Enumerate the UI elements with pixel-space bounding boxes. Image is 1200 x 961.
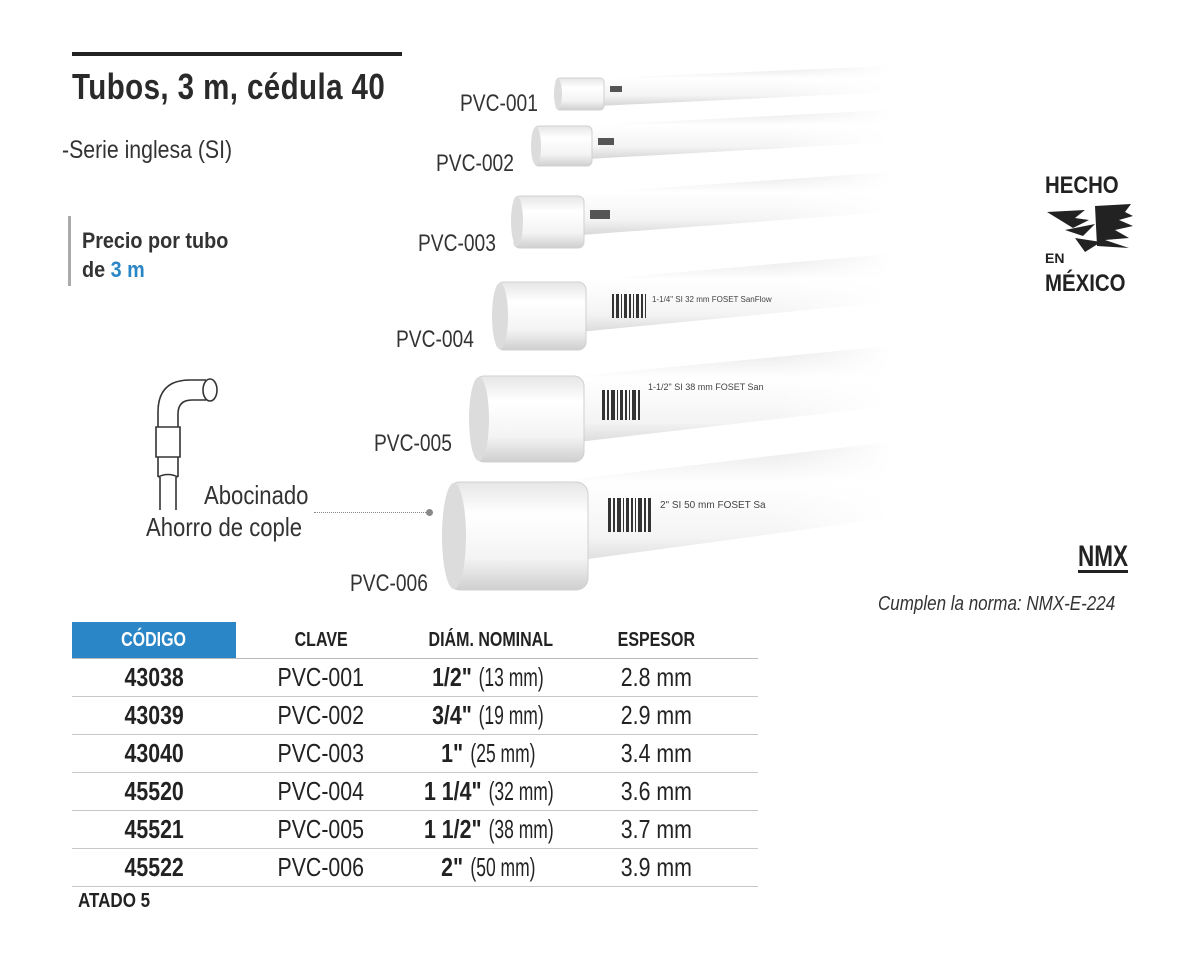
pipe-label-pvc-003: PVC-003 [418,230,496,257]
cell-espesor: 2.9 mm [620,700,692,730]
callout-ahorro: Ahorro de cople [146,512,303,542]
cell-codigo: 43040 [124,738,184,768]
table-header-row [72,622,758,659]
hecho-en-mexico-logo [1045,172,1145,302]
cell-diam: 2"(50 mm) [441,852,536,882]
norma-text: Cumplen la norma: NMX-E-224 [878,593,1116,615]
price-line-2 [82,257,145,283]
table-row [72,849,758,887]
pipe-label-pvc-001: PVC-001 [460,90,538,117]
pipe-label-pvc-004: PVC-004 [396,326,474,353]
header-codigo: CÓDIGO [72,622,236,658]
cell-clave: PVC-001 [277,662,365,692]
mexico-text: MÉXICO [1045,270,1126,297]
table-row [72,773,758,811]
table-row [72,697,758,735]
pipe-label-pvc-005: PVC-005 [374,430,452,457]
table-row [72,659,758,697]
callout-leader-dot [426,509,433,516]
cell-diam: 1"(25 mm) [441,738,536,768]
cell-espesor: 3.4 mm [620,738,692,768]
cell-espesor: 3.7 mm [620,814,692,844]
product-table [72,622,758,887]
cell-codigo: 45520 [124,776,184,806]
hecho-text: HECHO [1045,172,1119,199]
header-espesor: ESPESOR [617,629,695,651]
callout-abocinado: Abocinado [204,480,309,510]
header-diam-nominal: DIÁM. NOMINAL [428,629,554,651]
cell-clave: PVC-004 [277,776,365,806]
price-highlight: 3 m [110,257,145,282]
en-text: EN [1045,250,1065,266]
cell-diam: 3/4"(19 mm) [432,700,545,730]
cell-clave: PVC-006 [277,852,365,882]
cell-espesor: 3.6 mm [620,776,692,806]
cell-clave: PVC-005 [277,814,365,844]
atado-note: ATADO 5 [78,890,151,912]
cell-codigo: 43039 [124,700,184,730]
cell-clave: PVC-002 [277,700,365,730]
cell-espesor: 2.8 mm [620,662,692,692]
price-prefix: de [82,257,111,282]
callout-leader-line [314,512,430,513]
price-accent-bar [68,216,71,286]
nmx-logo: NMX [1078,540,1129,573]
cell-diam: 1 1/4"(32 mm) [423,776,554,806]
table-row [72,811,758,849]
table-body [72,659,758,887]
pipe-label-pvc-002: PVC-002 [436,150,514,177]
cell-codigo: 43038 [124,662,184,692]
pipes-illustration [430,50,890,610]
subtitle: -Serie inglesa (SI) [62,136,233,164]
cell-codigo: 45522 [124,852,184,882]
pipe-label-pvc-006: PVC-006 [350,570,428,597]
header-clave: CLAVE [294,629,348,651]
cell-diam: 1/2"(13 mm) [432,662,545,692]
cell-codigo: 45521 [124,814,184,844]
page-title: Tubos, 3 m, cédula 40 [72,66,386,107]
cell-espesor: 3.9 mm [620,852,692,882]
title-rule [72,52,402,56]
table-row [72,735,758,773]
price-line-1: Precio por tubo [82,228,229,253]
cell-clave: PVC-003 [277,738,365,768]
cell-diam: 1 1/2"(38 mm) [423,814,554,844]
